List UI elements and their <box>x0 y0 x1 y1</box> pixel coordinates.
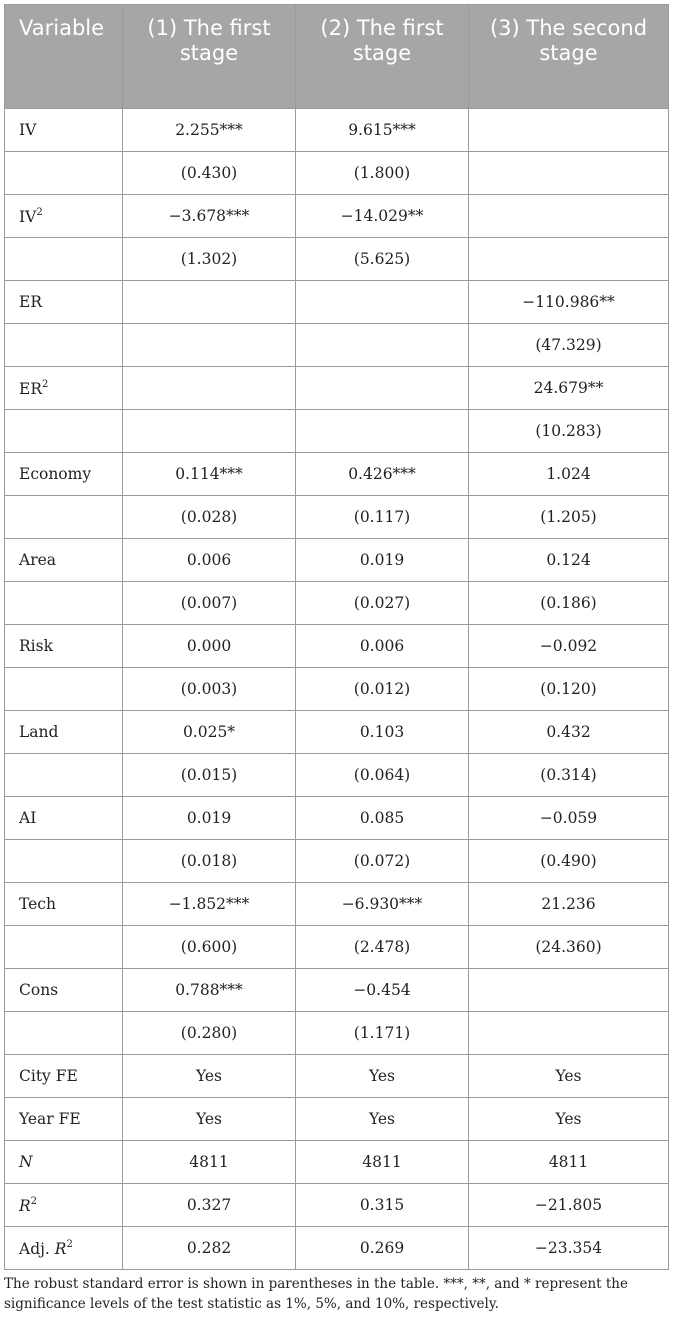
row-label-text: Tech <box>19 895 56 913</box>
row-label <box>5 1012 123 1055</box>
cell-col-3: 24.679** <box>469 367 669 410</box>
cell-col-1 <box>123 324 296 367</box>
cell-col-1: Yes <box>123 1098 296 1141</box>
row-label <box>5 625 123 668</box>
cell-col-3: 1.024 <box>469 453 669 496</box>
cell-col-3 <box>469 152 669 195</box>
row-label <box>5 883 123 926</box>
table-row <box>5 969 669 1012</box>
row-label-superscript: 2 <box>66 1238 73 1250</box>
cell-col-3: Yes <box>469 1055 669 1098</box>
cell-col-3: (0.120) <box>469 668 669 711</box>
cell-col-3: 0.124 <box>469 539 669 582</box>
row-label <box>5 969 123 1012</box>
cell-col-1: −3.678*** <box>123 195 296 238</box>
row-label <box>5 754 123 797</box>
cell-col-1 <box>123 281 296 324</box>
cell-col-3: −21.805 <box>469 1184 669 1227</box>
cell-col-3: −23.354 <box>469 1227 669 1270</box>
row-label <box>5 668 123 711</box>
cell-col-1: 0.788*** <box>123 969 296 1012</box>
cell-col-1: 0.000 <box>123 625 296 668</box>
cell-col-1: Yes <box>123 1055 296 1098</box>
row-label-text: IV <box>19 207 37 226</box>
row-label <box>5 496 123 539</box>
table-row <box>5 883 669 926</box>
table-row <box>5 152 669 195</box>
cell-col-2: (2.478) <box>296 926 469 969</box>
table-row <box>5 797 669 840</box>
cell-col-3: 4811 <box>469 1141 669 1184</box>
table-row <box>5 1141 669 1184</box>
cell-col-3: (0.490) <box>469 840 669 883</box>
table-row <box>5 367 669 410</box>
cell-col-3: (0.186) <box>469 582 669 625</box>
row-label <box>5 1141 123 1184</box>
row-label <box>5 797 123 840</box>
row-label <box>5 926 123 969</box>
cell-col-1: (0.430) <box>123 152 296 195</box>
row-label <box>5 1227 123 1270</box>
row-label-text: ER <box>19 293 42 311</box>
row-label <box>5 582 123 625</box>
row-label-text: Risk <box>19 637 53 655</box>
cell-col-3 <box>469 1012 669 1055</box>
table-footnote: The robust standard error is shown in parentheses in the table. ***, **, and * represent the significance levels of the test statistic as 1%, 5%, and 10%, respectively. <box>4 1276 628 1312</box>
cell-col-1 <box>123 410 296 453</box>
row-label <box>5 1098 123 1141</box>
table-row <box>5 410 669 453</box>
cell-col-3: Yes <box>469 1098 669 1141</box>
cell-col-2: (0.072) <box>296 840 469 883</box>
cell-col-3: (0.314) <box>469 754 669 797</box>
row-label-text: Cons <box>19 981 59 999</box>
row-label <box>5 152 123 195</box>
cell-col-3: (47.329) <box>469 324 669 367</box>
cell-col-2: 9.615*** <box>296 109 469 152</box>
cell-col-1: (1.302) <box>123 238 296 281</box>
cell-col-1: (0.015) <box>123 754 296 797</box>
cell-col-2: −6.930*** <box>296 883 469 926</box>
cell-col-2: −14.029** <box>296 195 469 238</box>
cell-col-3 <box>469 238 669 281</box>
cell-col-2: 0.269 <box>296 1227 469 1270</box>
cell-col-1 <box>123 367 296 410</box>
row-label <box>5 195 123 238</box>
row-label <box>5 1055 123 1098</box>
row-label <box>5 840 123 883</box>
cell-col-2: (5.625) <box>296 238 469 281</box>
row-label-text: Area <box>19 551 57 569</box>
cell-col-2: 0.085 <box>296 797 469 840</box>
row-label <box>5 367 123 410</box>
row-label-text: City FE <box>19 1067 78 1085</box>
table-row <box>5 625 669 668</box>
cell-col-2 <box>296 410 469 453</box>
cell-col-2: 0.426*** <box>296 453 469 496</box>
row-label <box>5 109 123 152</box>
cell-col-2: 0.019 <box>296 539 469 582</box>
row-label <box>5 324 123 367</box>
cell-col-2: 0.006 <box>296 625 469 668</box>
cell-col-2: −0.454 <box>296 969 469 1012</box>
cell-col-1: 0.114*** <box>123 453 296 496</box>
table-row <box>5 840 669 883</box>
table-row <box>5 453 669 496</box>
cell-col-1: 0.327 <box>123 1184 296 1227</box>
cell-col-2 <box>296 367 469 410</box>
table-row <box>5 1012 669 1055</box>
cell-col-1: (0.018) <box>123 840 296 883</box>
row-label-text: Adj. <box>19 1239 55 1258</box>
cell-col-1: 2.255*** <box>123 109 296 152</box>
cell-col-3 <box>469 109 669 152</box>
cell-col-3 <box>469 969 669 1012</box>
cell-col-1: 0.025* <box>123 711 296 754</box>
row-label-text: R <box>19 1196 31 1215</box>
table-row <box>5 238 669 281</box>
cell-col-2: (0.117) <box>296 496 469 539</box>
header-variable: Variable <box>5 5 123 109</box>
cell-col-2 <box>296 324 469 367</box>
cell-col-1: −1.852*** <box>123 883 296 926</box>
cell-col-3: (10.283) <box>469 410 669 453</box>
cell-col-1: 0.006 <box>123 539 296 582</box>
cell-col-3: −110.986** <box>469 281 669 324</box>
cell-col-1: (0.600) <box>123 926 296 969</box>
regression-table <box>4 4 669 1270</box>
table-row <box>5 668 669 711</box>
row-label <box>5 453 123 496</box>
cell-col-1: 4811 <box>123 1141 296 1184</box>
table-row <box>5 539 669 582</box>
cell-col-3: 21.236 <box>469 883 669 926</box>
row-label-text: IV <box>19 121 37 139</box>
table-row <box>5 1184 669 1227</box>
cell-col-3: (1.205) <box>469 496 669 539</box>
cell-col-2: 4811 <box>296 1141 469 1184</box>
header-col-2: (2) The first stage <box>296 5 469 109</box>
row-label <box>5 539 123 582</box>
table-row <box>5 1227 669 1270</box>
table-row <box>5 195 669 238</box>
cell-col-1: (0.028) <box>123 496 296 539</box>
row-label-superscript: 2 <box>36 206 43 218</box>
cell-col-2: (0.064) <box>296 754 469 797</box>
row-label <box>5 238 123 281</box>
table-row <box>5 711 669 754</box>
cell-col-1: (0.280) <box>123 1012 296 1055</box>
table-body <box>5 109 669 1270</box>
cell-col-1: (0.003) <box>123 668 296 711</box>
cell-col-3 <box>469 195 669 238</box>
table-row <box>5 582 669 625</box>
table-row <box>5 109 669 152</box>
row-label-text: ER <box>19 379 42 398</box>
row-label-text: Year FE <box>19 1110 81 1128</box>
row-label-superscript: 2 <box>30 1195 38 1207</box>
table-row <box>5 1098 669 1141</box>
cell-col-2: (1.171) <box>296 1012 469 1055</box>
row-label-text: AI <box>19 809 37 827</box>
table-row <box>5 324 669 367</box>
cell-col-2: 0.315 <box>296 1184 469 1227</box>
cell-col-2: (0.012) <box>296 668 469 711</box>
table-row <box>5 1055 669 1098</box>
header-col-1: (1) The first stage <box>123 5 296 109</box>
row-label-text: Economy <box>19 465 92 483</box>
row-label <box>5 281 123 324</box>
cell-col-3: 0.432 <box>469 711 669 754</box>
table-row <box>5 926 669 969</box>
cell-col-1: 0.282 <box>123 1227 296 1270</box>
cell-col-1: 0.019 <box>123 797 296 840</box>
header-col-3: (3) The second stage <box>469 5 669 109</box>
cell-col-2: Yes <box>296 1055 469 1098</box>
cell-col-2: (1.800) <box>296 152 469 195</box>
row-label-superscript: 2 <box>42 378 49 390</box>
cell-col-2: (0.027) <box>296 582 469 625</box>
cell-col-3: −0.059 <box>469 797 669 840</box>
row-label-text: N <box>19 1153 33 1171</box>
header-row <box>5 5 669 109</box>
cell-col-2 <box>296 281 469 324</box>
row-label <box>5 1184 123 1227</box>
row-label-italic: R <box>54 1239 67 1258</box>
row-label-text: Land <box>19 723 59 741</box>
table-row <box>5 281 669 324</box>
table-row <box>5 754 669 797</box>
row-label <box>5 711 123 754</box>
cell-col-2: 0.103 <box>296 711 469 754</box>
cell-col-1: (0.007) <box>123 582 296 625</box>
cell-col-3: −0.092 <box>469 625 669 668</box>
row-label <box>5 410 123 453</box>
cell-col-3: (24.360) <box>469 926 669 969</box>
cell-col-2: Yes <box>296 1098 469 1141</box>
table-row <box>5 496 669 539</box>
